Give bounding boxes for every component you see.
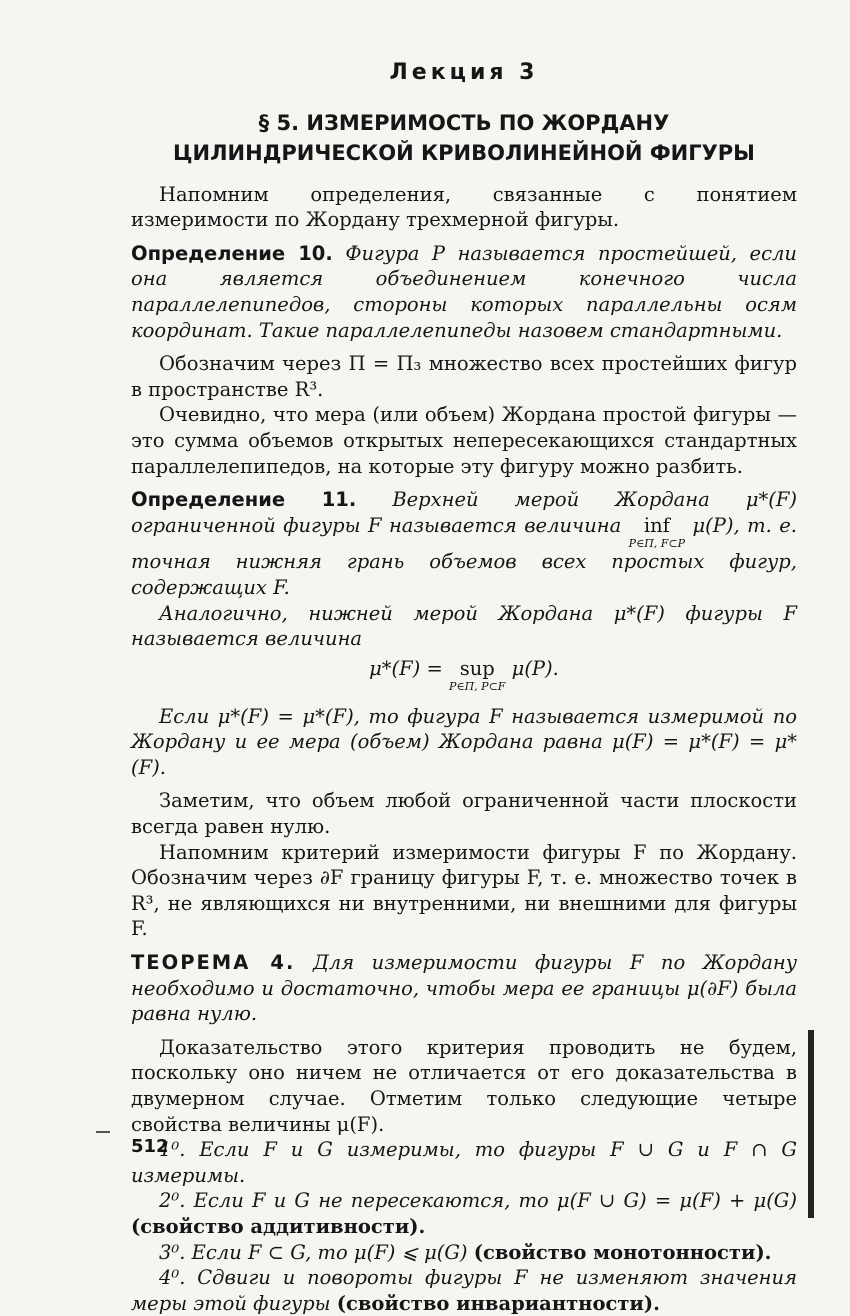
definition-11 [131,487,797,600]
definition-11-text-b: μ(P), т. е. точная нижняя грань объемов всех простых фигур, содержащих F. [131,513,797,599]
margin-dash [96,1131,110,1133]
property-4-text: 4⁰. Сдвиги и повороты фигуры F не изменяют значения меры этой фигуры [131,1266,797,1315]
formula-rhs: μ(P). [511,656,559,680]
analog-paragraph: Аналогично, нижней мерой Жордана μ*(F) фигуры F называется величина [131,601,797,651]
definition-10 [131,241,797,343]
definition-10-label: Определение 10. [131,241,333,265]
property-2 [131,1188,797,1239]
scan-edge-shadow [808,1030,814,1218]
proof-paragraph: Доказательство этого критерия проводить не будем, поскольку оно ничем не отличается от его доказательства в двумерном случае. Отметим только следующие четыре свойства величины μ(F). [131,1035,797,1136]
page-content [131,56,797,1316]
theorem-4 [131,950,797,1027]
property-3-text: 3⁰. Если F ⊂ G, то μ(F) ⩽ μ(G) [159,1240,468,1264]
sup-operator [449,656,505,693]
theorem-4-text: Для измеримости фигуры F по Жордану необходимо и достаточно, чтобы мера ее границы μ(∂F) была равна нулю. [131,951,798,1026]
theorem-4-label: ТЕОРЕМА 4. [131,951,296,975]
property-2-text: 2⁰. Если F и G не пересекаются, то μ(F ∪ G) = μ(F) + μ(G) [159,1189,797,1213]
property-3-name: (свойство монотонности). [473,1240,772,1264]
property-3 [131,1240,797,1266]
definition-11-label: Определение 11. [131,488,357,512]
property-2-name: (свойство аддитивности). [131,1214,426,1238]
definition-10-text: Фигура P называется простейшей, если она является объединением конечного числа параллелепипедов, стороны которых параллельны осям координат. Такие параллелепипеды назовем стандартными. [131,241,797,342]
obvious-paragraph: Очевидно, что мера (или объем) Жордана простой фигуры — это сумма объемов открытых непересекающихся стандартных параллелепипедов, на которые эту фигуру можно разбить. [131,403,797,478]
lower-measure-formula [131,656,797,696]
page-number: 512 [131,1136,169,1157]
section-heading [131,108,797,168]
section-heading-line-2: ЦИЛИНДРИЧЕСКОЙ КРИВОЛИНЕЙНОЙ ФИГУРЫ [173,140,755,165]
lecture-title: Лекция 3 [389,60,539,85]
sup-label: sup [459,656,495,680]
note-paragraph: Заметим, что объем любой ограниченной части плоскости всегда равен нулю. [131,789,797,839]
inf-operator [629,513,685,550]
property-4 [131,1265,797,1316]
inf-label: inf [643,513,670,537]
criterion-paragraph: Напомним критерий измеримости фигуры F по Жордану. Обозначим через ∂F границу фигуры F, т. е. множество точек в R³, не являющихся ни внутренними, ни внешними для фигуры F. [131,840,797,941]
section-heading-line-1: § 5. ИЗМЕРИМОСТЬ ПО ЖОРДАНУ [258,110,670,135]
definition-11-text-a: Верхней мерой Жордана μ*(F) ограниченной фигуры F называется величина [131,488,797,537]
if-measurable-paragraph: Если μ*(F) = μ*(F), то фигура F называется измеримой по Жордану и ее мера (объем) Жордана равна μ(F) = μ*(F) = μ*(F). [131,704,797,779]
sup-subscript: P∈Π, P⊂F [449,680,506,694]
property-1: 1⁰. Если F и G измеримы, то фигуры F ∪ G и F ∩ G измеримы. [131,1138,797,1187]
intro-paragraph: Напомним определения, связанные с понятием измеримости по Жордану трехмерной фигуры. [131,182,797,232]
formula-lhs: μ*(F) = [369,656,443,680]
inf-subscript: P∈Π, F⊂P [628,537,686,551]
notation-paragraph: Обозначим через Π = Π₃ множество всех простейших фигур в пространстве R³. [131,352,797,401]
property-4-name: (свойство инвариантности). [336,1291,660,1315]
